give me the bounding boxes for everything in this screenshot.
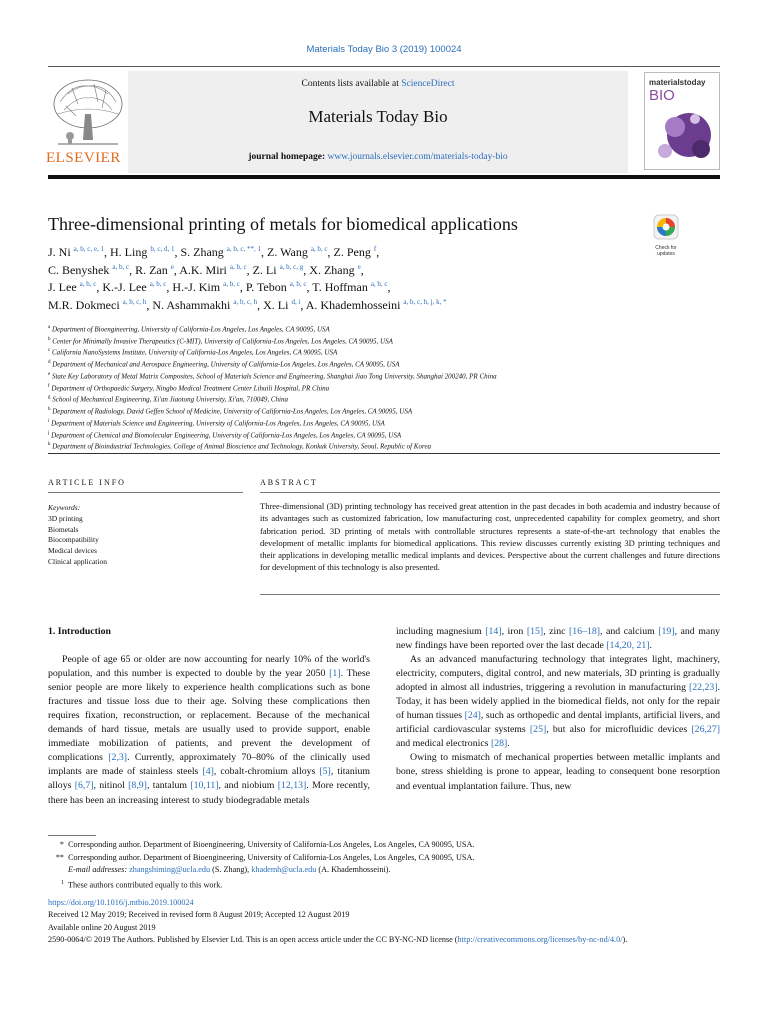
text-run: and medical electronics xyxy=(396,738,491,750)
affiliation-item: $^h$ Department of Radiology, David Geffen School of Medicine, University of California-Los Angeles, Los Angeles, CA 90095, USA xyxy=(48,407,413,416)
journal-reference[interactable]: Materials Today Bio 3 (2019) 100024 xyxy=(306,44,462,55)
journal-name: Materials Today Bio xyxy=(308,107,448,126)
affiliation-item: $^c$ California NanoSystems Institute, University of California-Los Angeles, Los Angeles, CA 90095, USA xyxy=(48,348,338,357)
crossmark-label: Check for updates xyxy=(655,245,677,257)
citation-link[interactable]: [22,23] xyxy=(688,682,718,694)
text-run: , and calcium xyxy=(600,626,659,637)
author-name[interactable]: H. Ling xyxy=(110,245,151,259)
citation-link[interactable]: [28] xyxy=(490,738,508,750)
text-run: , but also for microfluidic devices xyxy=(546,724,692,736)
citation-link[interactable]: [24] xyxy=(464,710,481,722)
affiliation-list xyxy=(48,323,708,452)
author-name[interactable]: T. Hoffman xyxy=(312,280,371,294)
text-run: Owing to mismatch of mechanical properties between metallic implants and bone, stress shielding is prone to appear, leading to consequent bone resorption and eventual implantation failure. Thus, new xyxy=(396,752,720,792)
author-affiliation-marks[interactable]: a, b, c xyxy=(112,262,130,271)
author-name[interactable]: P. Tebon xyxy=(245,280,290,294)
journal-masthead xyxy=(128,71,628,173)
intro-paragraph-1 xyxy=(48,653,370,808)
author-name[interactable]: J. Ni xyxy=(48,245,74,259)
footnote-corresponding-1: * Corresponding author. Department of Bioengineering, University of California-Los Angeles, Los Angeles, CA 90095, USA. xyxy=(59,840,475,849)
author-affiliation-marks[interactable]: a, b, c, h xyxy=(122,297,147,306)
citation-link[interactable]: [4] xyxy=(202,766,214,778)
author-affiliation-marks[interactable]: a, b, c xyxy=(79,280,97,288)
license-statement: 2590-0064/© 2019 The Authors. Published by Elsevier Ltd. This is an open access article under the CC BY-NC-ND license (http://creativecommons.org/licenses/by-nc-nd/4.0/). xyxy=(48,934,628,944)
contents-line: Contents lists available at ScienceDirect xyxy=(301,79,455,89)
affiliation-item: $^i$ Department of Materials Science and Engineering, University of California-Los Angeles, Los Angeles, CA 90095, USA xyxy=(48,418,385,428)
author-name[interactable]: Z. Peng xyxy=(333,245,374,259)
author-affiliation-marks[interactable]: a, b, c xyxy=(310,245,328,253)
keyword-item: Biocompatibility xyxy=(48,535,99,545)
text-run: . Currently, approximately 70–80% of the clinically used implants are made of stainless steels xyxy=(48,752,370,778)
cover-brand-bio: BIO xyxy=(649,87,675,104)
info-top-rule xyxy=(48,453,720,454)
article-metadata-footer xyxy=(48,897,728,946)
text-run: As an advanced manufacturing technology that integrates light, machinery, electricity, computers, digital control, and new materials, 3D printing is gradually adopted in almost all industries, triggering a revolution in manufacturing xyxy=(396,654,720,694)
author-affiliation-marks[interactable]: a, b, c, g xyxy=(279,262,304,271)
available-online-date: Available online 20 August 2019 xyxy=(48,922,156,932)
text-run: . More recently, there has been an increasing interest to study biodegradable metals xyxy=(48,780,370,806)
intro-paragraph-2 xyxy=(396,653,720,751)
masthead-bottom-rule xyxy=(48,175,720,179)
citation-link[interactable]: [12,13] xyxy=(277,780,307,792)
footnote-equal-contribution: 1 These authors contributed equally to this work. xyxy=(61,879,223,890)
text-run: . Today, it has been widely applied in the biomedical fields, not only for the repair of human tissues xyxy=(396,682,720,722)
keyword-item: 3D printing xyxy=(48,513,83,523)
author-list: J. Ni $^{a, b, c, e, 1}$, H. Ling $^{b, c, d, 1}$, S. Zhang $^{a, b, c, **, 1}$, Z. Wang $^{a, b, c}$, Z. Peng $^f$, C. Benyshek $^{a, b, c}$, R. Zan $^e$, A.K. Miri $^{a, b, c}$, Z. Li $^{a, b, c, g}$, X. Zhang $^e$, J. Lee $^{a, b, c}$, K.-J. Lee $^{a, b, c}$, H.-J. Kim $^{a, b, c}$, P. Tebon $^{a, b, c}$, T. Hoffman $^{a, b, c}$, M.R. Dokmeci $^{a, b, c, h}$, N. Ashammakhi $^{a, b, c, h}$, X. Li $^{d, i}$, A. Khademhosseini $^{a, b, c, h, j, k, *}$ xyxy=(48,245,447,312)
doi-link[interactable]: https://doi.org/10.1016/j.mtbio.2019.100024 xyxy=(48,898,194,907)
license-link[interactable]: http://creativecommons.org/licenses/by-nc-nd/4.0/ xyxy=(457,934,623,944)
article-info-heading: ARTICLE INFO xyxy=(48,478,126,487)
citation-link[interactable]: [26,27] xyxy=(691,724,720,736)
crossmark-icon xyxy=(650,214,682,240)
footnotes xyxy=(48,839,728,892)
citation-link[interactable]: [19] xyxy=(658,626,675,637)
affiliation-item: $^j$ Department of Chemical and Biomolecular Engineering, University of California-Los Angeles, Los Angeles, CA 90095, USA xyxy=(48,430,402,439)
received-dates: Received 12 May 2019; Received in revised form 8 August 2019; Accepted 12 August 2019 xyxy=(48,910,350,920)
abstract-bottom-rule xyxy=(260,594,720,595)
author-name[interactable]: Z. Li xyxy=(252,262,280,277)
text-run: , nitinol xyxy=(93,780,129,792)
intro-paragraph-continued xyxy=(396,625,720,653)
author-name[interactable]: M.R. Dokmeci xyxy=(48,297,123,312)
citation-link[interactable]: [5] xyxy=(319,766,331,778)
keywords-block xyxy=(48,503,107,568)
keyword-item: Biometals xyxy=(48,524,79,534)
cover-brand: materialstoday xyxy=(649,78,706,87)
affiliation-item: $^e$ State Key Laboratory of Metal Matrix Composites, School of Materials Science and Engineering, Shanghai Jiao Tong University, Shanghai 200240, PR China xyxy=(48,371,497,381)
author-name[interactable]: A.K. Miri xyxy=(179,262,230,277)
cover-artwork xyxy=(645,105,719,167)
text-run: , zinc xyxy=(543,626,570,637)
text-run: , tantalum xyxy=(146,780,191,792)
author-name[interactable]: Z. Wang xyxy=(267,245,311,259)
body-column-left xyxy=(48,625,370,808)
keyword-item: Medical devices xyxy=(48,546,97,556)
author-affiliation-marks[interactable]: b, c, d, 1 xyxy=(150,245,175,253)
author-affiliation-marks[interactable]: a, b, c, h, j, k, * xyxy=(403,297,447,306)
author-name[interactable]: X. Zhang xyxy=(309,262,358,277)
section-heading-introduction: 1. Introduction xyxy=(48,626,111,637)
email-link-zhang[interactable]: zhangshiming@ucla.edu xyxy=(129,865,211,874)
citation-link[interactable]: [10,11] xyxy=(190,780,219,792)
footnote-rule xyxy=(48,835,96,836)
author-name[interactable]: C. Benyshek xyxy=(48,262,113,277)
affiliation-item: $^a$ Department of Bioengineering, University of California-Los Angeles, Los Angeles, CA 90095, USA xyxy=(48,325,330,334)
abstract-text: Three-dimensional (3D) printing technology has received great attention in the past decades in both academia and industry because of its advantages such as customized fabrication, low manufacturing cost, unprecedented capability for complex geometry, and short fabrication period. 3D printing of metals with controllable structures represents a state-of-the-art technology that enables the development of metallic implants for biomedical applications. This review discusses currently existing 3D printing techniques and their applications in developing metallic medical implants and devices. Perspective about the current challenges and future directions for development of this technology is also presented. xyxy=(260,501,720,573)
text-run: , cobalt-chromium alloys xyxy=(213,766,320,778)
text-run: . xyxy=(507,738,510,750)
footnote-emails: E-mail addresses: zhangshiming@ucla.edu (S. Zhang), khademh@ucla.edu (A. Khademhosseini). xyxy=(68,865,391,874)
citation-link[interactable]: [14,20, 21] xyxy=(606,640,650,652)
journal-cover-thumbnail[interactable] xyxy=(644,72,720,170)
text-run: , and niobium xyxy=(218,780,278,792)
affiliation-item: $^b$ Center for Minimally Invasive Therapeutics (C-MIT), University of California-Los Angeles, Los Angeles, CA 90095, USA xyxy=(48,336,393,346)
keywords-label: Keywords: xyxy=(48,503,81,512)
footnote-corresponding-2: ** Corresponding author. Department of Bioengineering, University of California-Los Angeles, Los Angeles, CA 90095, USA. xyxy=(55,852,475,862)
author-name[interactable]: S. Zhang xyxy=(180,245,227,259)
text-run: . These senior people are more likely to experience health complications such as bone fractures and tissue loss due to their age. Solving these complications then requires fixation, reconstruction, or replacement. Because of the mechanical demands of hard tissue, metals are usually used to provide support, enable immediate mobilization of patients, and prevent the development of complications xyxy=(48,668,370,764)
text-run: . xyxy=(649,640,652,652)
author-name[interactable]: K.-J. Lee xyxy=(102,280,150,294)
affiliation-item: $^k$ Department of Bioindustrial Technologies, College of Animal Bioscience and Technology, Konkuk University, Seoul, Republic of Korea xyxy=(48,442,432,451)
author-name[interactable]: A. Khademhosseini xyxy=(305,297,404,312)
citation-link[interactable]: [2,3] xyxy=(108,752,128,764)
sciencedirect-link[interactable]: ScienceDirect xyxy=(401,79,455,89)
author-affiliation-marks[interactable]: a, b, c, h xyxy=(233,297,258,306)
author-name[interactable]: N. Ashammakhi xyxy=(152,297,234,312)
header-rule xyxy=(48,66,720,67)
author-name[interactable]: X. Li xyxy=(263,297,292,312)
citation-link[interactable]: [25] xyxy=(529,724,547,736)
affiliation-item: $^f$ Department of Orthopaedic Surgery, Ningbo Medical Treatment Center Lihuili Hospital, PR China xyxy=(48,383,330,392)
text-run: including magnesium xyxy=(396,626,486,637)
author-affiliation-marks[interactable]: a, b, c xyxy=(229,262,247,271)
journal-homepage-line: journal homepage: www.journals.elsevier.com/materials-today-bio xyxy=(248,152,508,162)
author-affiliation-marks[interactable]: a, b, c, **, 1 xyxy=(226,245,262,253)
citation-link[interactable]: [6,7] xyxy=(74,780,94,792)
body-column-right xyxy=(396,625,720,794)
citation-link[interactable]: [8,9] xyxy=(128,780,147,792)
text-run: , and many new findings have been reported over the last decade xyxy=(396,626,720,652)
author-affiliation-marks[interactable]: a, b, c xyxy=(289,280,307,288)
author-affiliation-marks[interactable]: f xyxy=(373,245,377,253)
abstract-heading: ABSTRACT xyxy=(260,478,318,487)
author-affiliation-marks[interactable]: a, b, c, e, 1 xyxy=(73,245,104,253)
paper-title: Three-dimensional printing of metals for biomedical applications xyxy=(48,214,518,234)
text-run: , iron xyxy=(501,626,527,637)
author-name[interactable]: R. Zan xyxy=(135,262,171,277)
article-info-rule xyxy=(48,492,243,493)
text-run: , titanium alloys xyxy=(48,766,370,792)
text-run: , such as orthopedic and dental implants, artificial livers, and artificial cardiovascular systems xyxy=(396,710,720,736)
citation-link[interactable]: [1] xyxy=(329,668,341,680)
keyword-item: Clinical application xyxy=(48,556,107,566)
author-affiliation-marks[interactable]: a, b, c xyxy=(149,280,167,288)
citation-link[interactable]: [15] xyxy=(526,626,544,637)
email-link-khademhosseini[interactable]: khademh@ucla.edu xyxy=(251,865,317,874)
author-affiliation-marks[interactable]: d, i xyxy=(291,297,301,306)
affiliation-item: $^d$ Department of Mechanical and Aerospace Engineering, University of California-Los Angeles, Los Angeles, CA 90095, USA xyxy=(48,360,400,369)
author-name[interactable]: H.-J. Kim xyxy=(172,280,224,294)
intro-paragraph-3 xyxy=(396,751,720,793)
elsevier-wordmark: ELSEVIER xyxy=(46,150,121,166)
journal-homepage-link[interactable]: www.journals.elsevier.com/materials-today-bio xyxy=(327,152,508,162)
citation-link[interactable]: [16–18] xyxy=(569,626,601,637)
text-run: People of age 65 or older are now accounting for nearly 10% of the world's population, and this number is expected to double by the year 2050 xyxy=(48,654,370,680)
author-name[interactable]: J. Lee xyxy=(48,280,80,294)
author-affiliation-marks[interactable]: a, b, c xyxy=(370,280,388,288)
author-affiliation-marks[interactable]: e xyxy=(357,262,361,271)
citation-link[interactable]: [14] xyxy=(485,626,502,637)
affiliation-item: $^g$ School of Mechanical Engineering, Xi'an Jiaotong University, Xi'an, 710049, China xyxy=(48,395,288,404)
abstract-rule xyxy=(260,492,720,493)
author-affiliation-marks[interactable]: e xyxy=(170,262,174,271)
author-affiliation-marks[interactable]: a, b, c xyxy=(223,280,240,288)
